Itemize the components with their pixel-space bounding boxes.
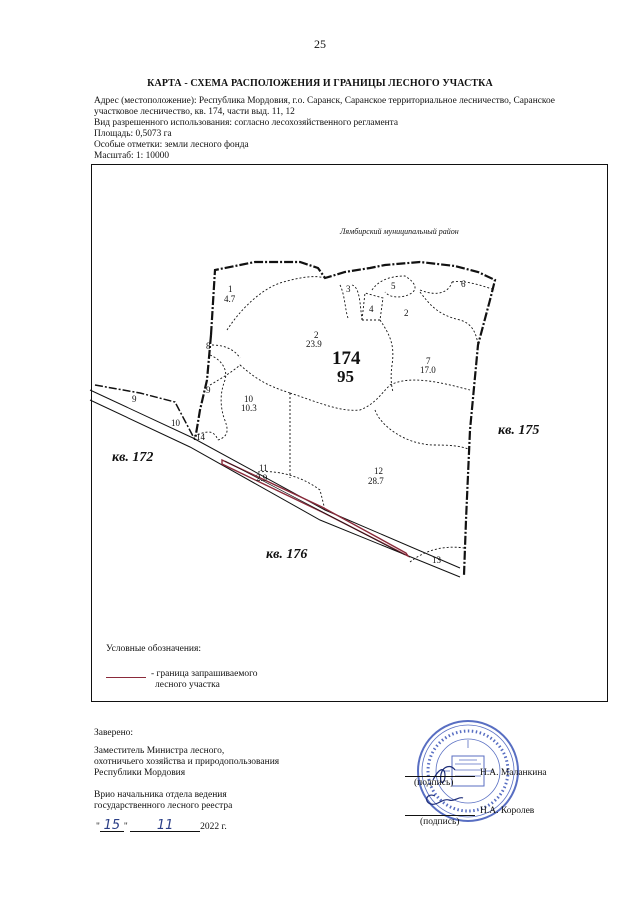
compartment-line (227, 277, 325, 330)
quarter-number: 174 (332, 348, 361, 369)
compartment-line (290, 380, 470, 410)
acting-line-1: Врио начальника отдела ведения (94, 790, 227, 800)
plot-area-label: 2.9 (256, 473, 268, 483)
certified-label: Заверено: (94, 728, 134, 738)
quarter-176-label: кв. 176 (266, 547, 308, 562)
date-close-quote: " (123, 822, 128, 832)
date-line (96, 820, 227, 833)
signer-name-2: Н.А. Королев (480, 806, 535, 816)
quarter-175-label: кв. 175 (498, 423, 540, 438)
plot-label: 4 (369, 304, 374, 314)
plot-label: 2 (314, 330, 319, 340)
district-label: Лямбирский муниципальный район (340, 227, 459, 236)
plot-label: 2 (404, 308, 409, 318)
plot-label: 10 (171, 418, 180, 428)
compartment-line (452, 282, 495, 290)
date-day: 15 (100, 820, 124, 832)
compartment-line (210, 355, 227, 440)
compartment-line (375, 410, 470, 450)
signature-label-2: (подпись) (420, 817, 460, 827)
special-marks: Особые отметки: земли лесного фонда (94, 140, 249, 150)
plot-label: 9 (206, 385, 211, 395)
plot-label: 1 (228, 284, 233, 294)
plot-label: 8 (206, 341, 211, 351)
plot-area-label: 28.7 (368, 476, 384, 486)
signature-line-2 (405, 815, 475, 816)
acting-block (94, 790, 232, 812)
plot-area: Площадь: 0,5073 га (94, 129, 172, 139)
address-line-2: участковое лесничество, кв. 174, части выд. 11, 12 (94, 107, 295, 117)
plot-label: 7 (426, 356, 431, 366)
page-title: КАРТА - СХЕМА РАСПОЛОЖЕНИЯ И ГРАНИЦЫ ЛЕСНОГО УЧАСТКА (147, 78, 493, 89)
plot-label: 11 (259, 463, 268, 473)
page-number: 25 (314, 37, 326, 51)
date-year: 2022 г. (200, 822, 227, 832)
plot-label: 12 (374, 466, 383, 476)
legend-title: Условные обозначения: (106, 644, 202, 654)
plot-area-label: 10.3 (241, 403, 257, 413)
legend-description (151, 669, 258, 691)
plot-label: 10 (244, 394, 253, 404)
date-month: 11 (130, 820, 200, 832)
deputy-block (94, 746, 279, 779)
compartment-line (352, 285, 362, 320)
map-scale: Масштаб: 1: 10000 (94, 151, 170, 161)
plot-area-label: 4.7 (224, 294, 236, 304)
legend-boundary-line (106, 677, 146, 678)
quarter-172-label: кв. 172 (112, 450, 154, 465)
legend-line-1: - граница запрашиваемого (151, 669, 258, 679)
plot-area-label: 17.0 (420, 365, 436, 375)
plot-label: 9 (132, 394, 137, 404)
signature-line-1 (405, 776, 475, 777)
acting-line-2: государственного лесного реестра (94, 801, 233, 811)
deputy-line-1: Заместитель Министра лесного, (94, 746, 225, 756)
compartment-line (420, 282, 452, 293)
usage-type: Вид разрешенного использования: согласно лесохозяйственного регламента (94, 118, 399, 128)
deputy-line-2: охотничьего хозяйства и природопользования (94, 757, 280, 767)
legend-line-2: лесного участка (155, 680, 220, 690)
plot-area-label: 23.9 (306, 339, 322, 349)
compartment-line (212, 345, 240, 358)
plot-label: 5 (391, 281, 396, 291)
compartment-line (420, 292, 478, 345)
signer-name-1: Н.А. Маланкина (480, 768, 547, 778)
plot-label: 14 (196, 432, 205, 442)
quarter-area: 95 (337, 367, 354, 386)
plot-label: 3 (346, 284, 351, 294)
signature-label-1: (подпись) (414, 778, 454, 788)
deputy-line-3: Республики Мордовия (94, 768, 186, 778)
plot-label: 6 (461, 279, 466, 289)
compartment-line (380, 320, 393, 392)
address-line-1: Адрес (местоположение): Республика Мордовия, г.о. Саранск, Саранское территориальное лесничество, Саранское (94, 96, 555, 106)
road-line-1 (90, 390, 460, 568)
date-open-quote: " (96, 822, 100, 832)
plot-label: 13 (432, 555, 441, 565)
